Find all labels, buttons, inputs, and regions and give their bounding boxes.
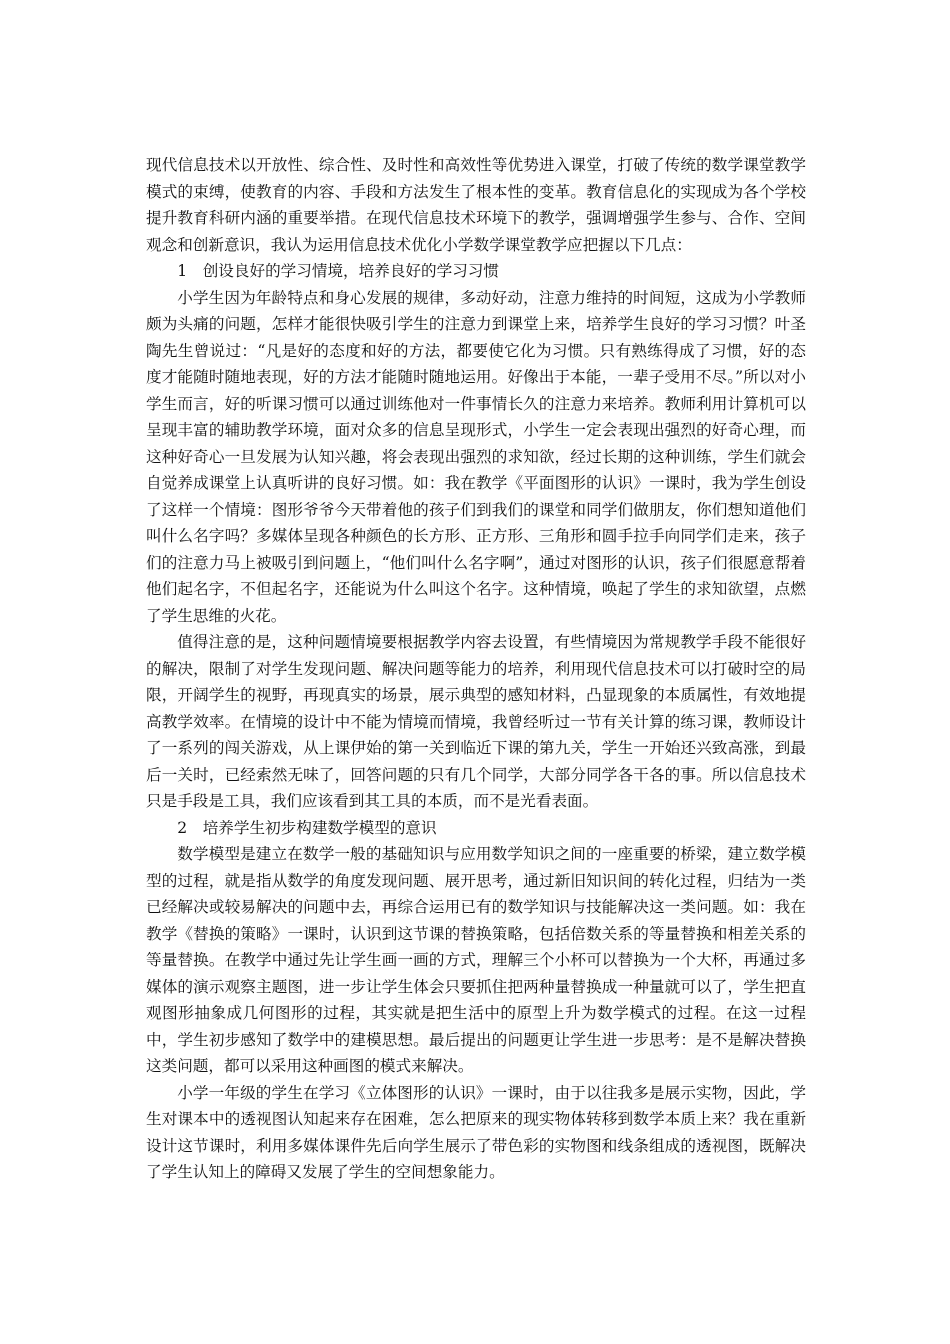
document-body xyxy=(146,152,806,1186)
section-2-heading: 2 培养学生初步构建数学模型的意识 xyxy=(177,818,437,837)
section-1-paragraph-2: 值得注意的是，这种问题情境要根据教学内容去设置，有些情境因为常规教学手段不能很好的解决，限制了对学生发现问题、解决问题等能力的培养，利用现代信息技术可以打破时空的局限，开阔学生的视野，再现真实的场景，展示典型的感知材料，凸显现象的本质属性，有效地提高教学效率。在情境的设计中不能为情境而情境，我曾经听过一节有关计算的练习课，教师设计了一系列的闯关游戏，从上课伊始的第一关到临近下课的第九关，学生一开始还兴致高涨，到最后一关时，已经索然无味了，回答问题的只有几个同学，大部分同学各干各的事。所以信息技术只是手段是工具，我们应该看到其工具的本质，而不是光看表面。 xyxy=(146,633,806,810)
section-2-paragraph-1: 数学模型是建立在数学一般的基础知识与应用数学知识之间的一座重要的桥梁，建立数学模型的过程，就是指从数学的角度发现问题、展开思考，通过新旧知识间的转化过程，归结为一类已经解决或较易解决的问题中去，再综合运用已有的数学知识与技能解决这一类问题。如：我在教学《替换的策略》一课时，认识到这节课的替换策略，包括倍数关系的等量替换和相差关系的等量替换。在教学中通过先让学生画一画的方式，理解三个小杯可以替换为一个大杯，再通过多媒体的演示观察主题图，进一步让学生体会只要抓住把两种量替换成一种量就可以了，学生把直观图形抽象成几何图形的过程，其实就是把生活中的原型上升为数学模式的过程。在这一过程中，学生初步感知了数学中的建模思想。最后提出的问题更让学生进一步思考：是不是解决替换这类问题，都可以采用这种画图的模式来解决。 xyxy=(146,845,806,1075)
section-2-paragraph-2: 小学一年级的学生在学习《立体图形的认识》一课时，由于以往我多是展示实物，因此，学生对课本中的透视图认知起来存在困难，怎么把原来的现实物体转移到数学本质上来？我在重新设计这节课时，利用多媒体课件先后向学生展示了带色彩的实物图和线条组成的透视图，既解决了学生认知上的障碍又发展了学生的空间想象能力。 xyxy=(146,1083,806,1181)
section-1-heading: 1 创设良好的学习情境，培养良好的学习习惯 xyxy=(177,262,499,280)
intro-paragraph: 现代信息技术以开放性、综合性、及时性和高效性等优势进入课堂，打破了传统的数学课堂教学模式的束缚，使教育的内容、手段和方法发生了根本性的变革。教育信息化的实现成为各个学校提升教育科研内涵的重要举措。在现代信息技术环境下的教学，强调增强学生参与、合作、空间观念和创新意识，我认为运用信息技术优化小学数学课堂教学应把握以下几点： xyxy=(146,156,806,254)
section-1-paragraph-1: 小学生因为年龄特点和身心发展的规律，多动好动，注意力维持的时间短，这成为小学教师颇为头痛的问题，怎样才能很快吸引学生的注意力到课堂上来，培养学生良好的学习习惯？叶圣陶先生曾说过：“凡是好的态度和好的方法，都要使它化为习惯。只有熟练得成了习惯，好的态度才能随时随地表现，好的方法才能随时随地运用。好像出于本能，一辈子受用不尽。”所以对小学生而言，好的听课习惯可以通过训练他对一件事情长久的注意力来培养。教师利用计算机可以呈现丰富的辅助教学环境，面对众多的信息呈现形式，小学生一定会表现出强烈的好奇心理，而这种好奇心一旦发展为认知兴趣，将会表现出强烈的求知欲，经过长期的这种训练，学生们就会自觉养成课堂上认真听讲的良好习惯。如：我在教学《平面图形的认识》一课时，我为学生创设了这样一个情境：图形爷爷今天带着他的孩子们到我们的课堂和同学们做朋友，你们想知道他们叫什么名字吗？多媒体呈现各种颜色的长方形、正方形、三角形和圆手拉手向同学们走来，孩子们的注意力马上被吸引到问题上，“他们叫什么名字啊”，通过对图形的认识，孩子们很愿意帮着他们起名字，不但起名字，还能说为什么叫这个名字。这种情境，唤起了学生的求知欲望，点燃了学生思维的火花。 xyxy=(146,288,806,625)
